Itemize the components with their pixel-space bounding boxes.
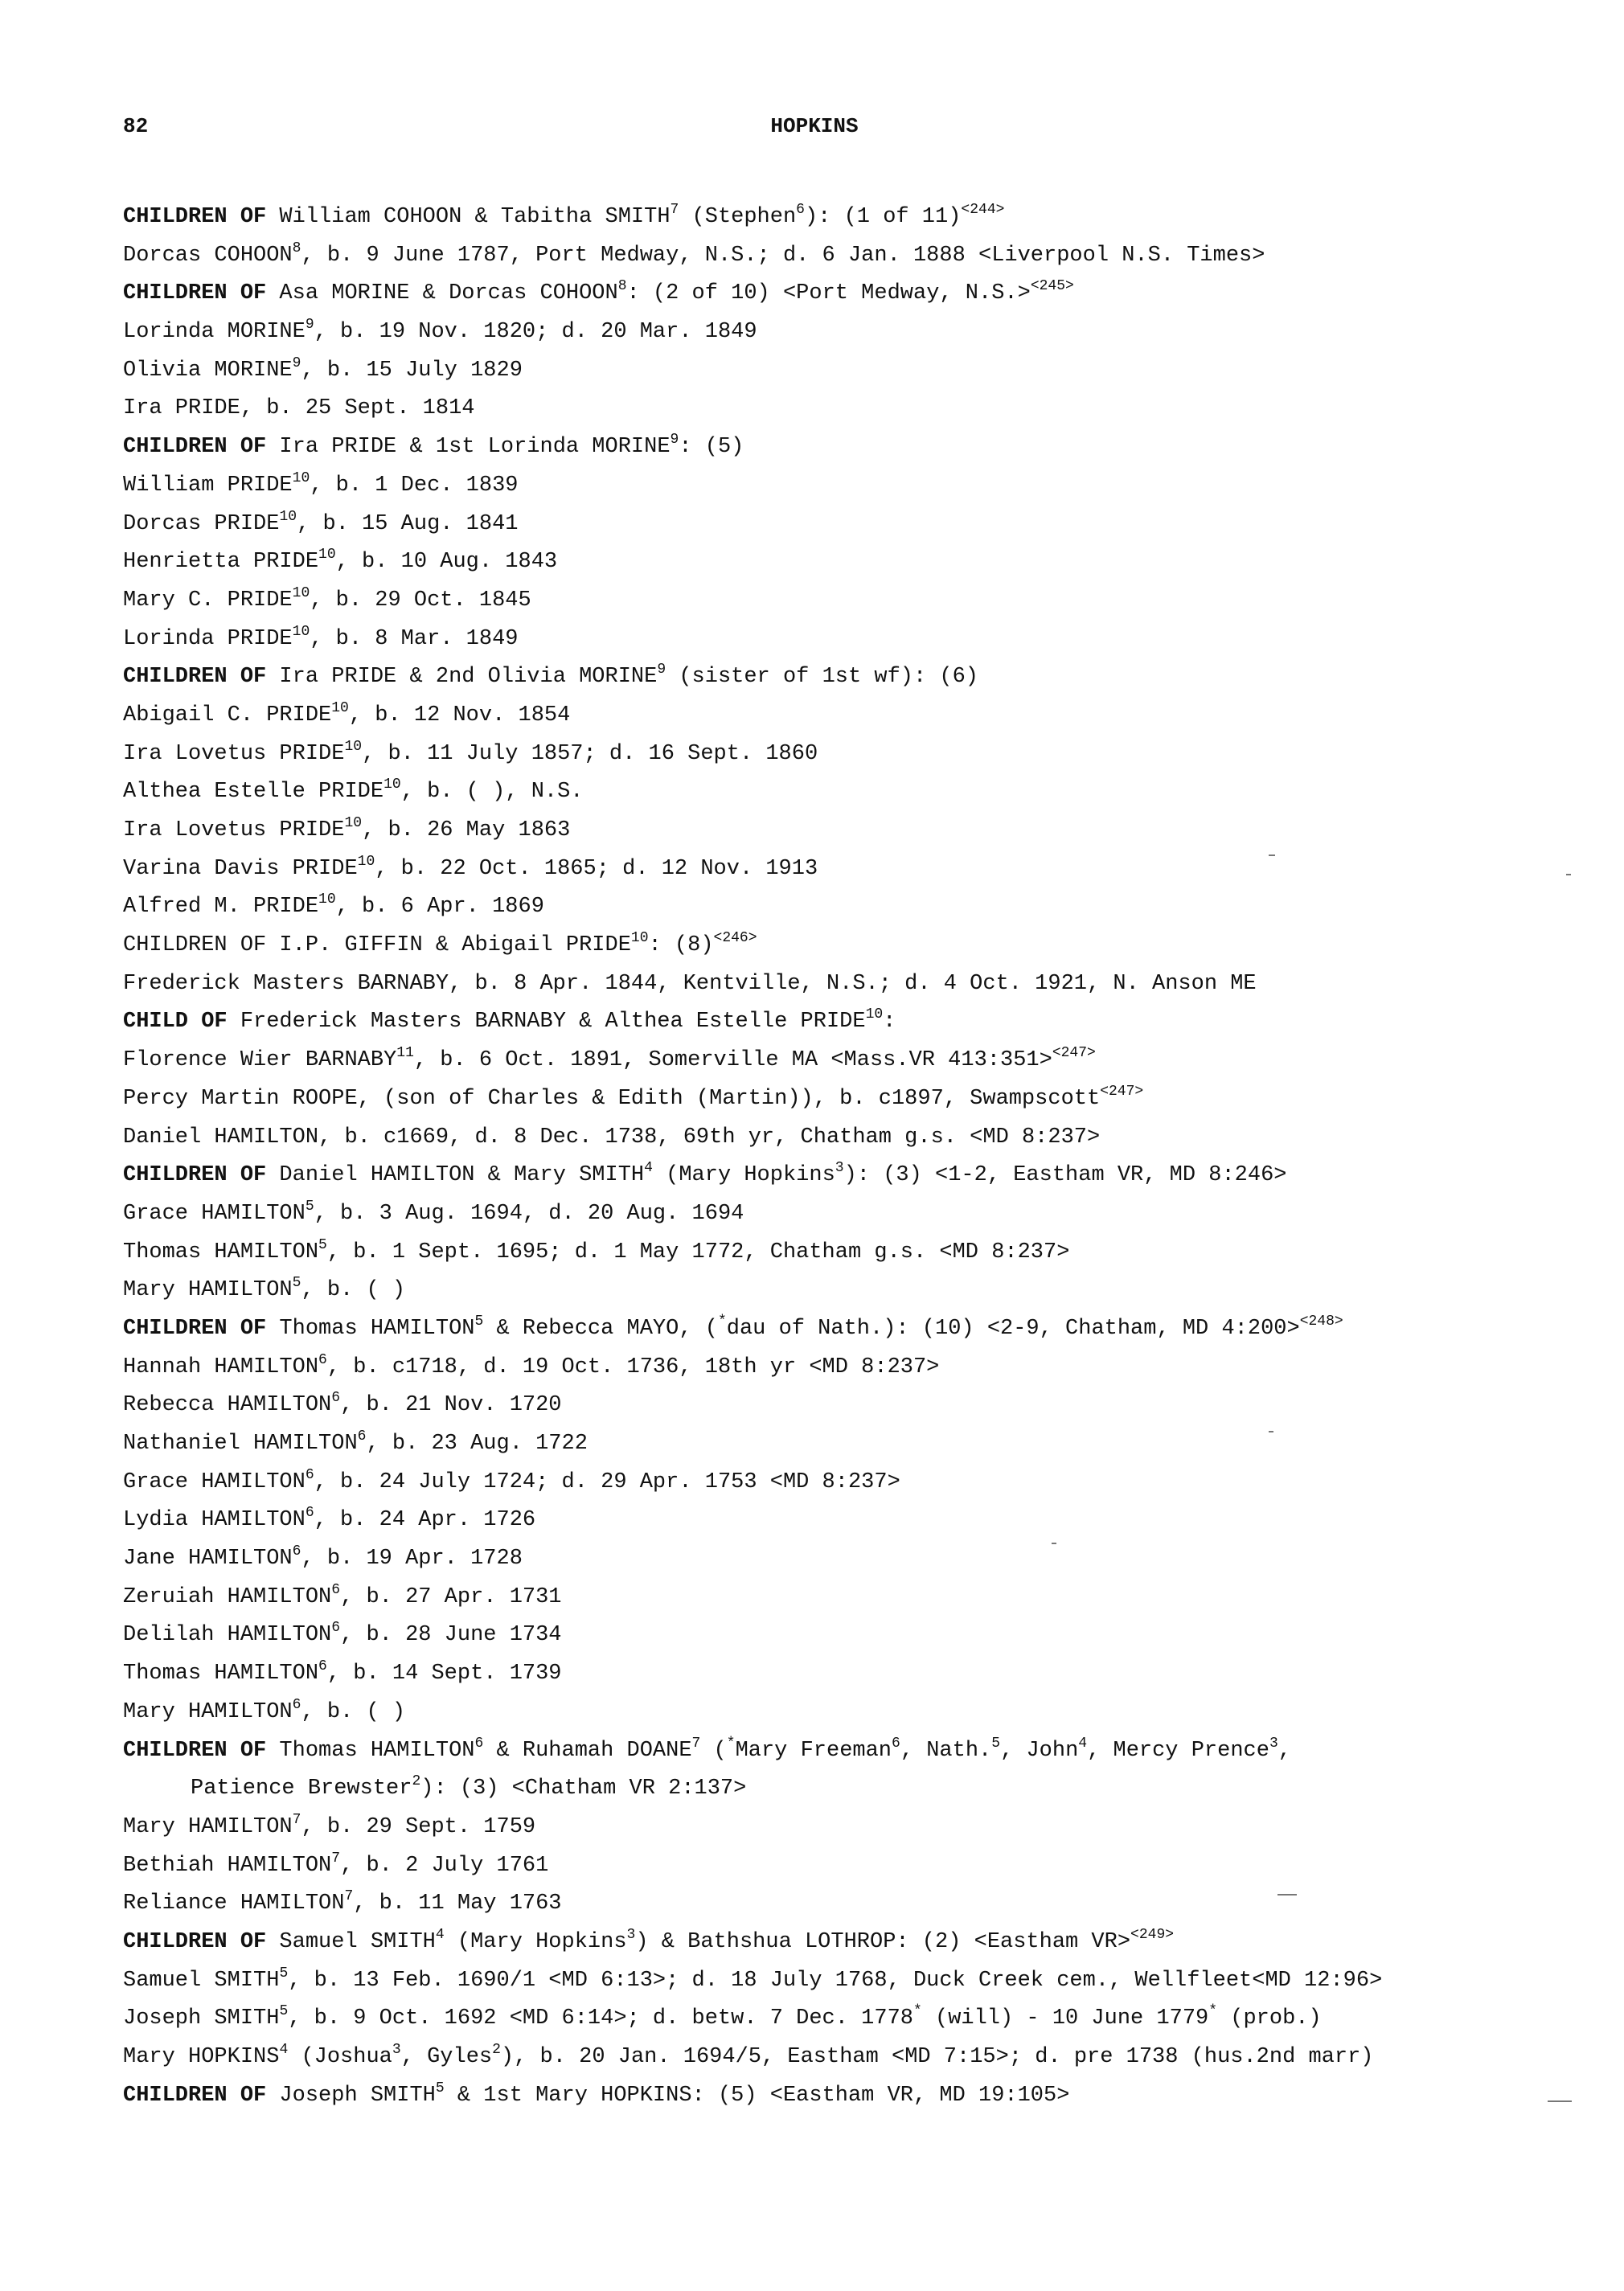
entry-line bbox=[123, 1962, 1586, 2001]
entry-text: Patience Brewster bbox=[191, 1777, 412, 1801]
superscript: 7 bbox=[670, 202, 679, 218]
entry-text: ) & Bathshua LOTHROP: (2) <Eastham VR> bbox=[635, 1929, 1131, 1954]
entry-text: & Ruhamah DOANE bbox=[483, 1738, 692, 1763]
superscript: 10 bbox=[344, 815, 363, 831]
entry-text: (Stephen bbox=[679, 205, 797, 229]
superscript: 9 bbox=[305, 317, 314, 334]
superscript: 9 bbox=[657, 662, 666, 678]
entry-line bbox=[123, 2000, 1586, 2039]
superscript: 3 bbox=[1269, 1735, 1278, 1752]
superscript: 5 bbox=[305, 1198, 314, 1215]
superscript: 5 bbox=[474, 1313, 484, 1330]
entry-text: Percy Martin ROOPE, (son of Charles & Edith (Martin)), b. c1897, Swampscott bbox=[123, 1086, 1101, 1111]
superscript: <246> bbox=[713, 930, 757, 947]
entry-text: Lorinda MORINE bbox=[123, 320, 306, 345]
entry-line bbox=[123, 1655, 1586, 1694]
entry-text: , b. 15 July 1829 bbox=[301, 358, 523, 383]
entry-text: (will) - 10 June 1779 bbox=[921, 2006, 1209, 2031]
entry-text: Asa MORINE & Dorcas COHOON bbox=[266, 281, 618, 306]
superscript: 6 bbox=[305, 1466, 314, 1483]
heading-label: CHILDREN OF bbox=[123, 1163, 267, 1188]
superscript: 5 bbox=[279, 1965, 289, 1982]
superscript: 7 bbox=[344, 1888, 354, 1905]
entry-text: (Joshua bbox=[288, 2045, 392, 2069]
entry-heading bbox=[123, 658, 1586, 697]
entry-text: , b. 1 Dec. 1839 bbox=[310, 473, 519, 498]
entry-text: Rebecca HAMILTON bbox=[123, 1393, 332, 1418]
entry-line bbox=[123, 1425, 1586, 1464]
entry-line bbox=[123, 1195, 1586, 1234]
running-title: HOPKINS bbox=[770, 114, 859, 138]
entry-line bbox=[123, 1847, 1586, 1886]
entry-line bbox=[123, 621, 1586, 659]
entry-text: : (5) bbox=[679, 435, 744, 460]
entry-text: , b. 9 Oct. 1692 <MD 6:14>; d. betw. 7 Dec. 1778 bbox=[288, 2006, 913, 2031]
entry-text: , b. 13 Feb. 1690/1 <MD 6:13>; d. 18 July 1768, Duck Creek cem., Wellfleet<MD 12:96> bbox=[288, 1968, 1383, 1993]
entry-text: ( bbox=[700, 1738, 727, 1763]
entry-text: , b. 11 July 1857; d. 16 Sept. 1860 bbox=[362, 741, 818, 766]
entry-heading bbox=[123, 2077, 1586, 2116]
entry-line bbox=[123, 850, 1586, 889]
superscript: 5 bbox=[279, 2003, 289, 2020]
entry-line bbox=[123, 314, 1586, 352]
heading-label: CHILDREN OF bbox=[123, 665, 267, 690]
page-number: 82 bbox=[123, 114, 149, 138]
entry-text: , Gyles bbox=[400, 2045, 493, 2069]
entry-text: William PRIDE bbox=[123, 473, 293, 498]
entry-line bbox=[123, 237, 1586, 276]
entry-text: ): (1 of 11) bbox=[804, 205, 962, 229]
superscript: 10 bbox=[331, 699, 349, 716]
entry-text: Mary HAMILTON bbox=[123, 1278, 293, 1303]
superscript: 5 bbox=[435, 2080, 445, 2096]
entry-line bbox=[123, 697, 1586, 736]
superscript: 10 bbox=[279, 508, 297, 525]
entry-text: , b. ( ) bbox=[301, 1278, 406, 1303]
entry-text: (Mary Hopkins bbox=[444, 1929, 627, 1954]
superscript: 6 bbox=[474, 1735, 484, 1752]
entry-line bbox=[123, 1464, 1586, 1502]
entry-line bbox=[123, 1272, 1586, 1310]
superscript: 10 bbox=[318, 547, 336, 564]
heading-label: CHILDREN OF bbox=[123, 435, 267, 460]
superscript: 6 bbox=[292, 1543, 301, 1560]
entry-text: ), b. 20 Jan. 1694/5, Eastham <MD 7:15>; d. pre 1738 (hus.2nd marr) bbox=[500, 2045, 1374, 2069]
superscript: 10 bbox=[318, 891, 336, 908]
entry-line bbox=[123, 543, 1586, 582]
entry-text: , b. 19 Nov. 1820; d. 20 Mar. 1849 bbox=[314, 320, 757, 345]
entry-text: , b. 24 July 1724; d. 29 Apr. 1753 <MD 8:237> bbox=[314, 1469, 900, 1494]
superscript: 3 bbox=[626, 1926, 636, 1943]
entry-text: Nathaniel HAMILTON bbox=[123, 1432, 358, 1456]
entry-text: , b. 8 Mar. 1849 bbox=[310, 626, 519, 651]
entry-line bbox=[123, 1694, 1586, 1732]
entry-text: CHILDREN OF I.P. GIFFIN & Abigail PRIDE bbox=[123, 933, 631, 958]
entry-heading bbox=[123, 1924, 1586, 1962]
superscript: <247> bbox=[1052, 1045, 1096, 1062]
entry-heading bbox=[123, 1732, 1586, 1771]
entry-text: , b. 9 June 1787, Port Medway, N.S.; d. 6 Jan. 1888 <Liverpool N.S. Times> bbox=[301, 243, 1265, 268]
heading-label: CHILD OF bbox=[123, 1010, 228, 1035]
entry-text: , b. 12 Nov. 1854 bbox=[348, 703, 571, 727]
entry-line bbox=[123, 1080, 1586, 1119]
superscript: 4 bbox=[1078, 1735, 1088, 1752]
entry-line bbox=[123, 390, 1586, 428]
entry-text: dau of Nath.): (10) <2-9, Chatham, MD 4:200> bbox=[726, 1316, 1300, 1341]
entry-line bbox=[123, 1809, 1586, 1847]
entry-heading bbox=[123, 199, 1586, 237]
entry-text: , b. 26 May 1863 bbox=[362, 818, 571, 842]
entry-text: Joseph SMITH bbox=[123, 2006, 280, 2031]
entry-text: Dorcas COHOON bbox=[123, 243, 293, 268]
superscript: <244> bbox=[961, 202, 1005, 218]
entry-text: , b. 28 June 1734 bbox=[340, 1623, 562, 1648]
heading-label: CHILDREN OF bbox=[123, 205, 267, 229]
entry-text: , b. 2 July 1761 bbox=[340, 1853, 549, 1878]
entry-text: ): (3) <1-2, Eastham VR, MD 8:246> bbox=[843, 1163, 1287, 1188]
entry-line bbox=[123, 1579, 1586, 1617]
entry-text: Bethiah HAMILTON bbox=[123, 1853, 332, 1878]
entry-text: Jane HAMILTON bbox=[123, 1547, 293, 1572]
superscript: 8 bbox=[617, 278, 627, 295]
entry-text: Olivia MORINE bbox=[123, 358, 293, 383]
entry-line bbox=[123, 927, 1586, 965]
entry-text: Lorinda PRIDE bbox=[123, 626, 293, 651]
entry-text: , b. c1718, d. 19 Oct. 1736, 18th yr <MD 8:237> bbox=[326, 1355, 940, 1379]
entry-text: & Rebecca MAYO, ( bbox=[483, 1316, 718, 1341]
heading-label: CHILDREN OF bbox=[123, 2083, 267, 2108]
superscript: 6 bbox=[305, 1505, 314, 1522]
entry-line bbox=[123, 1234, 1586, 1273]
superscript: 5 bbox=[991, 1735, 1001, 1752]
entry-text: : (2 of 10) <Port Medway, N.S.> bbox=[626, 281, 1031, 306]
entry-text: Mary Freeman bbox=[735, 1738, 892, 1763]
superscript: 11 bbox=[396, 1045, 414, 1062]
entry-text: Alfred M. PRIDE bbox=[123, 895, 319, 920]
entry-heading bbox=[123, 1157, 1586, 1195]
superscript: 8 bbox=[292, 240, 301, 256]
entry-text: , b. 1 Sept. 1695; d. 1 May 1772, Chatham g.s. <MD 8:237> bbox=[326, 1240, 1070, 1264]
entry-text: , b. 6 Oct. 1891, Somerville MA <Mass.VR 413:351> bbox=[413, 1048, 1052, 1073]
entry-line bbox=[123, 965, 1586, 1004]
superscript: 10 bbox=[292, 584, 310, 601]
heading-label: CHILDREN OF bbox=[123, 1316, 267, 1341]
entry-line bbox=[123, 1349, 1586, 1387]
entry-heading bbox=[123, 428, 1586, 467]
superscript: 2 bbox=[412, 1773, 421, 1790]
superscript: 6 bbox=[357, 1428, 367, 1445]
superscript: 5 bbox=[292, 1275, 301, 1292]
superscript: 7 bbox=[331, 1850, 341, 1867]
entry-text: Mary HOPKINS bbox=[123, 2045, 280, 2069]
entry-text: , b. 23 Aug. 1722 bbox=[366, 1432, 588, 1456]
entry-text: , b. 21 Nov. 1720 bbox=[340, 1393, 562, 1418]
entry-text: Frederick Masters BARNABY & Althea Estelle PRIDE bbox=[227, 1010, 866, 1035]
entry-text: Grace HAMILTON bbox=[123, 1201, 306, 1226]
superscript: 9 bbox=[670, 432, 679, 449]
entry-text: William COHOON & Tabitha SMITH bbox=[266, 205, 671, 229]
entry-text: : bbox=[883, 1010, 896, 1035]
entry-text: Grace HAMILTON bbox=[123, 1469, 306, 1494]
entry-heading bbox=[123, 1310, 1586, 1349]
entry-text: , b. 29 Sept. 1759 bbox=[301, 1814, 536, 1839]
entry-line bbox=[123, 352, 1586, 391]
entry-text: , Mercy Prence bbox=[1087, 1738, 1269, 1763]
superscript: <245> bbox=[1030, 278, 1074, 295]
entry-line bbox=[123, 773, 1586, 812]
entry-text: Ira Lovetus PRIDE bbox=[123, 741, 345, 766]
entry-text: Thomas HAMILTON bbox=[266, 1316, 475, 1341]
entry-text: , bbox=[1277, 1738, 1291, 1763]
superscript: 10 bbox=[357, 853, 375, 870]
entry-text: Ira PRIDE, b. 25 Sept. 1814 bbox=[123, 396, 475, 421]
entry-text: Frederick Masters BARNABY, b. 8 Apr. 1844, Kentville, N.S.; d. 4 Oct. 1921, N. Anson ME bbox=[123, 971, 1257, 996]
entry-text: Joseph SMITH bbox=[266, 2083, 436, 2108]
superscript: * bbox=[726, 1735, 736, 1752]
superscript: 5 bbox=[318, 1236, 327, 1253]
superscript: 6 bbox=[331, 1620, 341, 1637]
entry-text: , b. 11 May 1763 bbox=[353, 1891, 562, 1916]
entry-heading bbox=[123, 275, 1586, 314]
entry-text: Daniel HAMILTON & Mary SMITH bbox=[266, 1163, 645, 1188]
superscript: 6 bbox=[318, 1351, 327, 1368]
entry-text: Florence Wier BARNABY bbox=[123, 1048, 397, 1073]
superscript: 2 bbox=[492, 2042, 501, 2058]
entry-text: Reliance HAMILTON bbox=[123, 1891, 345, 1916]
superscript: <247> bbox=[1100, 1083, 1144, 1100]
entry-text: Mary HAMILTON bbox=[123, 1699, 293, 1724]
entry-text: , b. 19 Apr. 1728 bbox=[301, 1547, 523, 1572]
superscript: 10 bbox=[344, 738, 363, 755]
superscript: 6 bbox=[318, 1658, 327, 1675]
entry-text: , b. 27 Apr. 1731 bbox=[340, 1584, 562, 1609]
superscript: * bbox=[1208, 2003, 1218, 2020]
entry-text: Dorcas PRIDE bbox=[123, 511, 280, 536]
entry-text: Henrietta PRIDE bbox=[123, 550, 319, 575]
entry-text: (prob.) bbox=[1217, 2006, 1322, 2031]
entry-text: Althea Estelle PRIDE bbox=[123, 780, 384, 805]
entry-line bbox=[123, 582, 1586, 621]
superscript: 7 bbox=[691, 1735, 701, 1752]
entry-text: : (8) bbox=[648, 933, 714, 958]
entry-line bbox=[123, 1042, 1586, 1080]
entry-text: Ira PRIDE & 1st Lorinda MORINE bbox=[266, 435, 671, 460]
entry-text: Mary HAMILTON bbox=[123, 1814, 293, 1839]
genealogy-entries bbox=[123, 199, 1586, 2115]
entry-line bbox=[123, 888, 1586, 927]
superscript: 10 bbox=[292, 469, 310, 486]
superscript: 4 bbox=[644, 1160, 653, 1177]
entry-line bbox=[123, 1617, 1586, 1655]
superscript: 6 bbox=[796, 202, 805, 218]
entry-text: , b. 10 Aug. 1843 bbox=[335, 550, 558, 575]
entry-text: Samuel SMITH bbox=[266, 1929, 436, 1954]
entry-line bbox=[123, 467, 1586, 506]
entry-line bbox=[123, 1540, 1586, 1579]
superscript: 4 bbox=[279, 2042, 289, 2058]
superscript: * bbox=[912, 2003, 922, 2020]
entry-text: , b. 24 Apr. 1726 bbox=[314, 1508, 536, 1533]
superscript: <248> bbox=[1299, 1313, 1343, 1330]
superscript: * bbox=[717, 1313, 727, 1330]
entry-line bbox=[123, 1770, 1586, 1809]
entry-text: Hannah HAMILTON bbox=[123, 1355, 319, 1379]
superscript: 10 bbox=[383, 777, 401, 793]
superscript: 9 bbox=[292, 355, 301, 371]
superscript: 10 bbox=[630, 930, 649, 947]
entry-text: Varina Davis PRIDE bbox=[123, 856, 358, 881]
superscript: 3 bbox=[835, 1160, 844, 1177]
entry-text: , Nath. bbox=[900, 1738, 992, 1763]
entry-text: , b. ( ) bbox=[301, 1699, 406, 1724]
entry-line bbox=[123, 1119, 1586, 1158]
entry-line bbox=[123, 1885, 1586, 1924]
entry-text: Thomas HAMILTON bbox=[266, 1738, 475, 1763]
superscript: 6 bbox=[331, 1390, 341, 1407]
superscript: <249> bbox=[1130, 1926, 1175, 1943]
page-header bbox=[123, 114, 1506, 146]
entry-text: , b. 6 Apr. 1869 bbox=[335, 895, 544, 920]
entry-text: , b. ( ), N.S. bbox=[400, 780, 584, 805]
entry-line bbox=[123, 1502, 1586, 1540]
entry-text: Abigail C. PRIDE bbox=[123, 703, 332, 727]
entry-text: , b. 3 Aug. 1694, d. 20 Aug. 1694 bbox=[314, 1201, 744, 1226]
entry-text: & 1st Mary HOPKINS: (5) <Eastham VR, MD 19:105> bbox=[444, 2083, 1070, 2108]
entry-line bbox=[123, 812, 1586, 850]
heading-label: CHILDREN OF bbox=[123, 1929, 267, 1954]
heading-label: CHILDREN OF bbox=[123, 281, 267, 306]
entry-text: Mary C. PRIDE bbox=[123, 588, 293, 613]
entry-line bbox=[123, 736, 1586, 774]
entry-text: (Mary Hopkins bbox=[652, 1163, 835, 1188]
superscript: 10 bbox=[292, 623, 310, 640]
superscript: 6 bbox=[331, 1581, 341, 1598]
superscript: 4 bbox=[435, 1926, 445, 1943]
entry-text: Ira PRIDE & 2nd Olivia MORINE bbox=[266, 665, 658, 690]
entry-text: ): (3) <Chatham VR 2:137> bbox=[420, 1777, 747, 1801]
entry-text: Thomas HAMILTON bbox=[123, 1662, 319, 1686]
superscript: 6 bbox=[892, 1735, 900, 1752]
entry-text: Daniel HAMILTON, b. c1669, d. 8 Dec. 1738, 69th yr, Chatham g.s. <MD 8:237> bbox=[123, 1125, 1101, 1150]
superscript: 10 bbox=[865, 1006, 884, 1023]
superscript: 6 bbox=[292, 1696, 301, 1713]
entry-text: Delilah HAMILTON bbox=[123, 1623, 332, 1648]
entry-text: , John bbox=[1000, 1738, 1079, 1763]
entry-text: , b. 29 Oct. 1845 bbox=[310, 588, 531, 613]
entry-line bbox=[123, 506, 1586, 544]
entry-text: (sister of 1st wf): (6) bbox=[666, 665, 979, 690]
entry-heading bbox=[123, 1003, 1586, 1042]
heading-label: CHILDREN OF bbox=[123, 1738, 267, 1763]
entry-text: Ira Lovetus PRIDE bbox=[123, 818, 345, 842]
superscript: 3 bbox=[392, 2042, 401, 2058]
entry-line bbox=[123, 2039, 1586, 2077]
entry-text: , b. 14 Sept. 1739 bbox=[326, 1662, 562, 1686]
entry-text: Samuel SMITH bbox=[123, 1968, 280, 1993]
entry-text: Thomas HAMILTON bbox=[123, 1240, 319, 1264]
superscript: 7 bbox=[292, 1811, 301, 1828]
entry-text: Zeruiah HAMILTON bbox=[123, 1584, 332, 1609]
entry-text: , b. 22 Oct. 1865; d. 12 Nov. 1913 bbox=[375, 856, 818, 881]
entry-text: , b. 15 Aug. 1841 bbox=[297, 511, 519, 536]
entry-text: Lydia HAMILTON bbox=[123, 1508, 306, 1533]
entry-line bbox=[123, 1387, 1586, 1425]
